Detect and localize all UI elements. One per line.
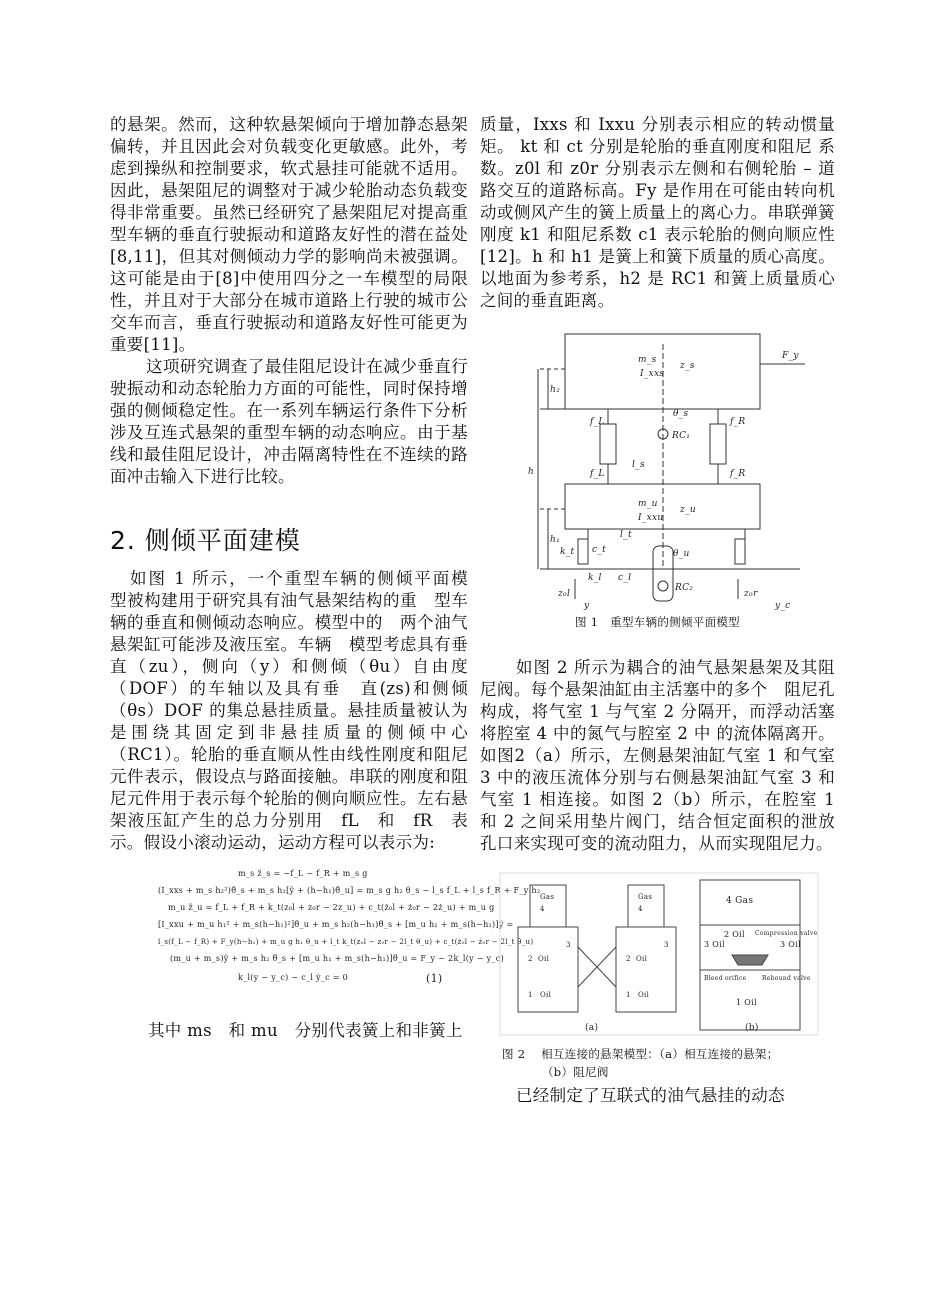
figure-1-caption: 图 1 重型车辆的侧倾平面模型	[575, 615, 740, 629]
svg-text:2: 2	[528, 955, 533, 963]
svg-text:f_L: f_L	[590, 469, 605, 479]
svg-text:F_y: F_y	[782, 351, 799, 361]
left-strut	[600, 424, 616, 464]
svg-text:Gas: Gas	[638, 893, 653, 901]
svg-text:3 Oil: 3 Oil	[780, 940, 801, 949]
svg-text:Oil: Oil	[538, 955, 550, 963]
svg-text:h₂: h₂	[550, 385, 561, 395]
svg-text:Compression valve: Compression valve	[755, 930, 818, 937]
svg-text:k_l: k_l	[588, 573, 602, 583]
equation-line-7: k_l(y − y_c) − c_l ẏ_c = 0	[238, 973, 349, 982]
cylinder-right-body	[616, 927, 676, 1012]
svg-text:(b): (b)	[745, 1023, 759, 1033]
equation-line-1: m_s z̈_s = −f_L − f_R + m_s g	[238, 869, 368, 878]
svg-text:2: 2	[626, 955, 631, 963]
equation-line-5: l_s(f_L − f_R) + F_y(h−h₁) + m_u g h₁ θ_u + l_t k_t(z₀l − z₀r − 2l_t θ_u) + c_t(ż₀l − ż₀r − 2l_t θ̇_u)	[158, 938, 534, 946]
svg-text:Rebound valve: Rebound valve	[762, 975, 811, 982]
svg-text:m_u: m_u	[638, 499, 658, 509]
svg-text:3: 3	[664, 941, 669, 949]
right-paragraph-2: 如图 2 所示为耦合的油气悬架悬架及其阻尼阀。每个悬架油缸由主活塞中的多个 阻尼孔构成，将气室 1 与气室 2 分隔开，而浮动活塞将腔室 4 中的氮气与腔室 2 中 的流体隔离开。如图2（a）所示，左侧悬架油缸气室 1 和气室 3 中的液压流体分别与右侧悬架油缸气室 3 和气室 1 相连接。如图 2（b）所示，在腔室 1 和 2 之间采用垫片阀门，结合恒定面积的泄放孔口来实现可变的流动阻力，从而实现阻尼力。	[480, 658, 835, 853]
cylinder-left-body	[518, 927, 578, 1012]
svg-text:Gas: Gas	[540, 893, 555, 901]
cylinder-left-gas	[530, 885, 566, 927]
section-heading: 2. 侧倾平面建模	[110, 526, 301, 555]
svg-text:y_c: y_c	[775, 601, 791, 611]
right-paragraph-1: 质量，Ixxs 和 Ixxu 分别表示相应的转动惯量矩。 kt 和 ct 分别是轮胎的垂直刚度和阻尼 系数。z0l 和 z0r 分别表示左侧和右侧轮胎 – 道路交互的道路标高。Fy 是作用在可能由转向机动或侧风产生的簧上质量上的离心力。串联弹簧刚度 k1 和阻尼系数 c1 表示轮胎的侧向顺应性[12]。h 和 h1 是簧上和簧下质量的质心高度。以地面为参考系，h2 是 RC1 和簧上质量质心之间的垂直距离。	[480, 115, 835, 310]
svg-text:l_t: l_t	[620, 530, 632, 540]
right-strut	[710, 424, 726, 464]
right-column	[480, 114, 835, 1107]
equations-block	[158, 864, 541, 1004]
left-paragraph-2: 这项研究调查了最佳阻尼设计在减少垂直行驶振动和动态轮胎力方面的可能性，同时保持增强的侧倾稳定性。在一系列车辆运行条件下分析涉及互连式悬架的重型车辆的动态响应。由于基线和最佳阻尼设计，冲击隔离特性在不连续的路面冲击输入下进行比较。	[110, 357, 468, 486]
equation-number: (1)	[426, 972, 443, 985]
svg-text:4: 4	[638, 905, 643, 913]
svg-text:RC₁: RC₁	[672, 431, 691, 441]
svg-text:z₀r: z₀r	[744, 589, 758, 599]
figure-2-caption-line-2: （b）阻尼阀	[542, 1065, 609, 1079]
equation-line-4: [I_xxu + m_u h₁² + m_s(h−h₁)²]θ̈_u + m_s h₂(h−h₁)θ̈_s + [m_u h₁ + m_s(h−h₁)]ÿ =	[158, 920, 514, 929]
svg-text:θ_u: θ_u	[673, 549, 690, 559]
svg-text:4: 4	[540, 905, 545, 913]
figure-2-caption-line-1: 图 2 相互连接的悬架模型：（a）相互连接的悬架；	[502, 1047, 779, 1061]
svg-text:l_s: l_s	[632, 460, 645, 470]
svg-text:1: 1	[528, 991, 533, 999]
equation-line-3: m_u z̈_u = f_L + f_R + k_t(z₀l + z₀r − 2z_u) + c_t(ż₀l + ż₀r − 2ż_u) + m_u g	[168, 903, 495, 912]
svg-text:θ_s: θ_s	[673, 409, 689, 419]
svg-text:Oil: Oil	[636, 955, 648, 963]
svg-text:h: h	[528, 467, 535, 477]
left-column	[110, 114, 541, 1042]
svg-text:Oil: Oil	[540, 991, 552, 999]
left-paragraph-1: 的悬架。然而，这种软悬架倾向于增加静态悬架偏转，并且因此会对负载变化更敏感。此外，考虑到操纵和控制要求，软式悬挂可能就不适用。因此，悬架阻尼的调整对于减少轮胎动态负载变得非常重要。虽然已经研究了悬架阻尼对提高重型车辆的垂直行驶振动和道路友好性的潜在益处[8,11]，但其对侧倾动力学的影响尚未被强调。这可能是由于[8]中使用四分之一车模型的局限性，并且对于大部分在城市道路上行驶的城市公交车而言，垂直行驶振动和道路友好性可能更为重要[11]。	[110, 115, 468, 354]
svg-text:3: 3	[566, 941, 571, 949]
equation-line-6: (m_u + m_s)ÿ + m_s h₂ θ̈_s + [m_u h₁ + m_s(h−h₁)]θ̈_u = F_y − 2k_l(y − y_c)	[170, 954, 505, 963]
svg-text:h₁: h₁	[550, 535, 561, 545]
cylinder-right-gas	[628, 885, 664, 927]
svg-text:y: y	[584, 601, 590, 611]
svg-text:Bleed orifice: Bleed orifice	[704, 975, 747, 982]
right-tire	[735, 539, 745, 564]
right-paragraph-3: 已经制定了互联式的油气悬挂的动态	[516, 1086, 785, 1105]
svg-text:z_u: z_u	[680, 505, 696, 515]
svg-text:2 Oil: 2 Oil	[724, 930, 745, 939]
svg-text:m_s: m_s	[638, 355, 657, 365]
svg-text:I_xxu: I_xxu	[638, 513, 664, 523]
svg-text:(a): (a)	[585, 1023, 599, 1033]
svg-text:z₀l: z₀l	[558, 589, 571, 599]
left-tire	[578, 539, 588, 564]
svg-text:c_t: c_t	[592, 545, 607, 555]
left-paragraph-3: 如图 1 所示，一个重型车辆的侧倾平面模 型被构建用于研究具有油气悬架结构的重 型车辆的垂直和侧倾动态响应。模型中的 两个油气悬架缸可能涉及液压室。车辆 模型考虑具有垂直（zu），侧向（y）和侧倾（θu）自由度（DOF）的车轴以及具有垂 直(zs)和侧倾（θs）DOF 的集总悬挂质量。悬挂质量被认为是围绕其固定到非悬挂质量的侧倾中心（RC1）。轮胎的垂直顺从性由线性刚度和阻尼元件表示，假设点与路面接触。串联的刚度和阻尼元件用于表示每个轮胎的侧向顺应性。左右悬架液压缸产生的总力分别用 fL 和 fR 表示。假设小滚动运动，运动方程可以表示为:	[110, 569, 485, 852]
roll-center-2	[658, 581, 668, 591]
svg-text:f_R: f_R	[730, 469, 746, 479]
svg-text:4 Gas: 4 Gas	[726, 896, 754, 906]
left-paragraph-4: 其中 ms 和 mu 分别代表簧上和非簧上	[148, 1021, 463, 1040]
svg-text:3 Oil: 3 Oil	[704, 940, 725, 949]
svg-text:f_L: f_L	[590, 417, 605, 427]
svg-text:I_xxs: I_xxs	[640, 369, 665, 379]
figure-1-diagram	[520, 324, 820, 609]
svg-text:Oil: Oil	[638, 991, 650, 999]
svg-text:c_l: c_l	[618, 573, 632, 583]
svg-text:1: 1	[626, 991, 631, 999]
svg-text:f_R: f_R	[730, 417, 746, 427]
figure-2-diagram	[500, 865, 818, 1045]
svg-text:RC₂: RC₂	[675, 583, 694, 593]
svg-text:k_t: k_t	[560, 547, 575, 557]
svg-text:z_s: z_s	[680, 361, 695, 371]
svg-text:1 Oil: 1 Oil	[736, 998, 757, 1007]
equation-line-2: (I_xxs + m_s h₂²)θ̈_s + m_s h₂[ÿ + (h−h₁)θ̈_u] = m_s g h₂ θ_s − l_s f_L + l_s f_R + F_y h₂	[158, 886, 541, 895]
